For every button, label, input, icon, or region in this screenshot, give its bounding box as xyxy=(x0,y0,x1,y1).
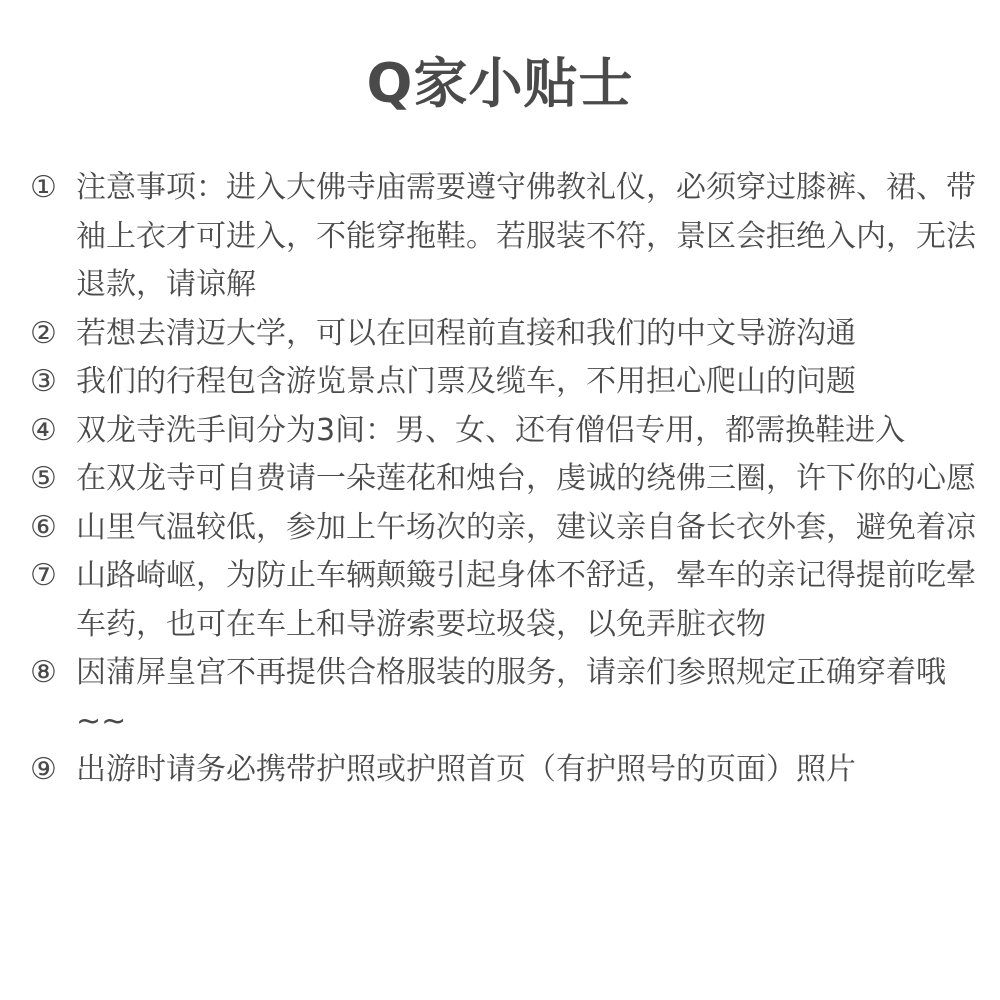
list-item xyxy=(30,455,980,504)
item-number: ⑥ xyxy=(30,509,57,545)
item-number: ⑦ xyxy=(30,558,57,593)
item-text: 我们的行程包含游览景点门票及缆车，不用担心爬山的问题 xyxy=(76,364,856,399)
item-text: 山路崎岖，为防止车辆颠簸引起身体不舒适，晕车的亲记得提前吃晕车药，也可在车上和导游索要垃圾袋，以免弄脏衣物 xyxy=(76,558,976,642)
item-number: ① xyxy=(30,170,57,205)
item-number: ⑤ xyxy=(30,461,57,496)
item-text: 双龙寺洗手间分为3间：男、女、还有僧侣专用，都需换鞋进入 xyxy=(76,412,906,448)
item-text: 注意事项：进入大佛寺庙需要遵守佛教礼仪，必须穿过膝裤、裙、带袖上衣才可进入，不能穿拖鞋。若服装不符，景区会拒绝入内，无法退款，请谅解 xyxy=(76,170,976,302)
item-text: 若想去清迈大学，可以在回程前直接和我们的中文导游沟通 xyxy=(76,315,856,351)
list-item xyxy=(30,358,980,407)
list-item xyxy=(30,310,980,359)
list-item xyxy=(30,746,980,795)
list-item xyxy=(30,164,980,310)
item-number: ② xyxy=(30,315,57,351)
item-number: ⑧ xyxy=(30,655,57,690)
item-text: 出游时请务必携带护照或护照首页（有护照号的页面）照片 xyxy=(76,752,856,787)
item-text: 山里气温较低，参加上午场次的亲，建议亲自备长衣外套，避免着凉 xyxy=(76,509,976,545)
list-item xyxy=(30,552,980,649)
list-item xyxy=(30,407,980,456)
list-item xyxy=(30,504,980,553)
item-number: ③ xyxy=(30,364,57,399)
tips-list xyxy=(30,164,980,795)
list-item xyxy=(30,649,980,746)
item-text: 因蒲屏皇宫不再提供合格服装的服务，请亲们参照规定正确穿着哦~~ xyxy=(76,655,946,739)
item-number: ④ xyxy=(30,412,57,448)
item-number: ⑨ xyxy=(30,752,57,787)
item-text: 在双龙寺可自费请一朵莲花和烛台，虔诚的绕佛三圈，许下你的心愿 xyxy=(76,461,976,496)
page-title: Q家小贴士 xyxy=(366,52,634,115)
